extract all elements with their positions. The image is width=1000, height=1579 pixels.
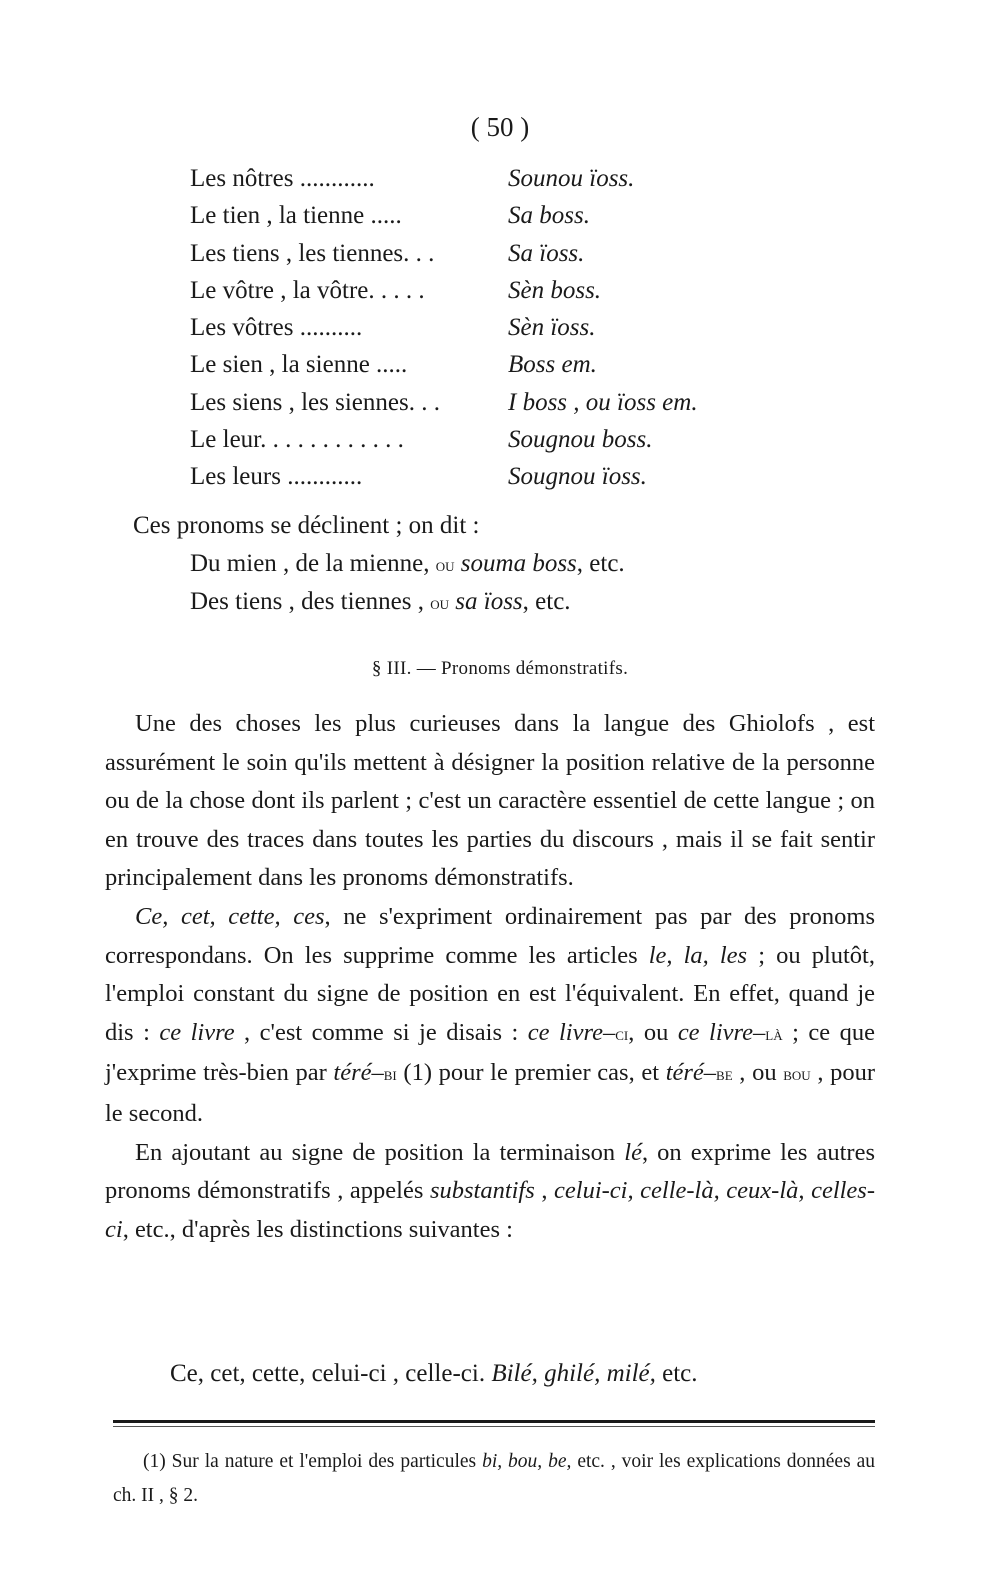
example-wolof: souma boss (460, 550, 577, 577)
example-wolof: Bilé, ghilé, milé, (491, 1360, 656, 1387)
wolof-pronoun: Sa boss. (508, 202, 590, 230)
table-row (190, 384, 710, 421)
french-pronoun: Les tiens , les tiennes. . . (190, 239, 435, 267)
text-run: ; ou plutôt, l'emploi constant du signe de position en est l'équivalent. En effet, quand je dis : (105, 941, 875, 1046)
pronoun-table (190, 160, 710, 496)
text-run: , (534, 1177, 555, 1205)
example-etc: etc. (662, 1360, 698, 1387)
text-run: (1) Sur la nature et l'emploi des particules (143, 1451, 483, 1472)
footnote-rule (113, 1420, 875, 1423)
text-run: , ou (732, 1059, 784, 1087)
example-french: Du mien , de la mienne, (190, 550, 430, 577)
example-etc: , etc. (522, 588, 571, 615)
small-caps-particle: be (716, 1064, 733, 1086)
wolof-pronoun: Sougnou boss. (508, 426, 653, 454)
wolof-pronoun: Sougnou ïoss. (508, 463, 647, 491)
section-heading: § III. — Pronoms démonstratifs. (371, 658, 629, 679)
table-row (190, 272, 710, 309)
italic-phrase: bi, bou, be, (482, 1451, 572, 1472)
italic-phrase: téré– (665, 1059, 717, 1087)
italic-phrase: ce livre– (677, 1018, 766, 1046)
italic-phrase: le, la, les (648, 941, 748, 969)
declension-intro: Ces pronoms se déclinent ; on dit : (133, 512, 480, 539)
text-run: , on exprime les autres pronoms démonstratifs , appelés (105, 1138, 875, 1205)
wolof-pronoun: Sèn boss. (508, 276, 602, 304)
table-row (190, 235, 710, 272)
wolof-pronoun: Sèn ïoss. (508, 314, 596, 342)
text-run: , etc., d'après les distinctions suivantes : (122, 1215, 513, 1243)
small-caps-particle: bou (783, 1064, 811, 1086)
table-row (190, 197, 710, 234)
footnote-text (113, 1445, 875, 1513)
italic-phrase: Ce, cet, cette, ces (135, 902, 325, 930)
text-run: etc. , voir les explications données au ch. II , § 2. (113, 1451, 876, 1506)
example-french: Ce, cet, cette, celui-ci , celle-ci. (170, 1360, 486, 1387)
text-run: , pour le second. (105, 1059, 875, 1127)
example-french: Des tiens , des tiennes , (190, 588, 424, 615)
example-wolof: sa ïoss (455, 588, 523, 615)
text-run: (1) pour le premier cas, et (396, 1059, 666, 1087)
page-number: ( 50 ) (470, 112, 530, 142)
italic-phrase: ce livre (159, 1018, 235, 1046)
french-pronoun: Les siens , les siennes. . . (190, 388, 440, 416)
french-pronoun: Les leurs ............ (190, 463, 363, 491)
paragraph (105, 898, 875, 1134)
declension-example (190, 588, 571, 616)
french-pronoun: Les nôtres ............ (190, 165, 375, 192)
paragraph: Une des choses les plus curieuses dans la langue des Ghiolofs , est assurément le soin qu'ils mettent à désigner la position relative de la personne ou de la chose dont ils parlent ; c'est un caractère essentiel de cette langue ; on en trouve des traces dans toutes les parties du discours , mais il se fait sentir principalement dans les pronoms démonstratifs. (105, 710, 875, 892)
italic-phrase: substantifs (429, 1177, 535, 1205)
text-run: , ou (628, 1018, 678, 1046)
body-text (105, 705, 875, 1249)
italic-phrase: celui-ci, celle-là, ceux-là, celles-ci (105, 1177, 876, 1243)
text-run: , c'est comme si je disais : (234, 1018, 528, 1046)
table-row (190, 458, 710, 495)
declension-example (190, 550, 625, 578)
french-pronoun: Le leur. . . . . . . . . . . . (190, 426, 404, 454)
small-caps-particle: là (765, 1023, 783, 1045)
example-or: ou (435, 555, 455, 576)
italic-phrase: téré– (333, 1059, 384, 1087)
text-run: En ajoutant au signe de position la terminaison (135, 1138, 625, 1166)
small-caps-particle: bi (383, 1064, 397, 1086)
text-run: , ne s'expriment ordinairement pas par des pronoms correspondans. On les supprime comme les articles (105, 902, 876, 969)
paragraph (105, 1134, 875, 1250)
french-pronoun: Le vôtre , la vôtre. . . . . (190, 276, 425, 304)
wolof-pronoun: Boss em. (508, 351, 597, 379)
footnote (113, 1445, 875, 1513)
french-pronoun: Les vôtres .......... (190, 314, 363, 342)
small-caps-particle: ci (615, 1023, 629, 1045)
table-row (190, 346, 710, 383)
example-etc: , etc. (576, 550, 625, 577)
wolof-pronoun: Sa ïoss. (508, 239, 585, 267)
italic-phrase: lé (624, 1138, 642, 1166)
french-pronoun: Le tien , la tienne ..... (190, 202, 402, 230)
wolof-pronoun: Sounou ïoss. (508, 165, 635, 192)
table-row (190, 309, 710, 346)
italic-phrase: ce livre– (527, 1018, 616, 1046)
text-run: ; ce que j'exprime très-bien par (105, 1018, 875, 1087)
example-line (170, 1360, 698, 1388)
example-or: ou (430, 593, 450, 614)
footnote-rule-thin (113, 1426, 875, 1427)
table-row (190, 160, 710, 197)
french-pronoun: Le sien , la sienne ..... (190, 351, 408, 379)
wolof-pronoun: I boss , ou ïoss em. (508, 388, 698, 416)
table-row (190, 421, 710, 458)
